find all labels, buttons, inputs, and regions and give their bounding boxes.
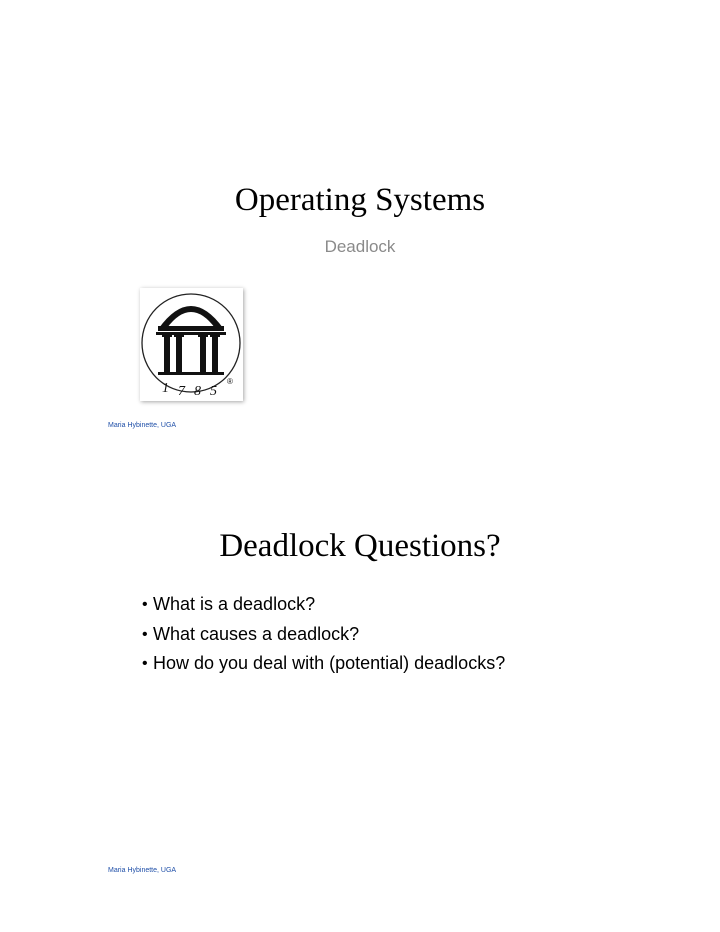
bullet-icon: • [142, 625, 148, 643]
year-digit: 7 [178, 384, 185, 399]
bullet-text: What is a deadlock? [153, 594, 316, 614]
slide-subtitle: Deadlock [324, 237, 396, 256]
bullet-text: How do you deal with (potential) deadlocks? [153, 653, 506, 673]
year-digit: 5 [210, 384, 217, 399]
list-item [142, 649, 505, 679]
bullet-text: What causes a deadlock? [153, 623, 360, 644]
slide-footer: Maria Hybinette, UGA [108, 867, 177, 874]
registered-mark: ® [227, 377, 233, 386]
year-digit: 1 [162, 381, 169, 396]
year-digit: 8 [194, 384, 201, 399]
bullet-list [142, 590, 505, 679]
slide-title: Deadlock Questions? [219, 528, 501, 564]
bullet-icon: • [142, 655, 148, 672]
questions-slide [0, 466, 720, 932]
university-arch-logo [140, 288, 243, 401]
slide-title: Operating Systems [234, 182, 486, 218]
list-item [142, 590, 505, 620]
arch-seal-icon [140, 288, 243, 401]
bullet-icon: • [142, 596, 148, 613]
list-item [142, 620, 505, 650]
slide-footer: Maria Hybinette, UGA [108, 422, 177, 429]
